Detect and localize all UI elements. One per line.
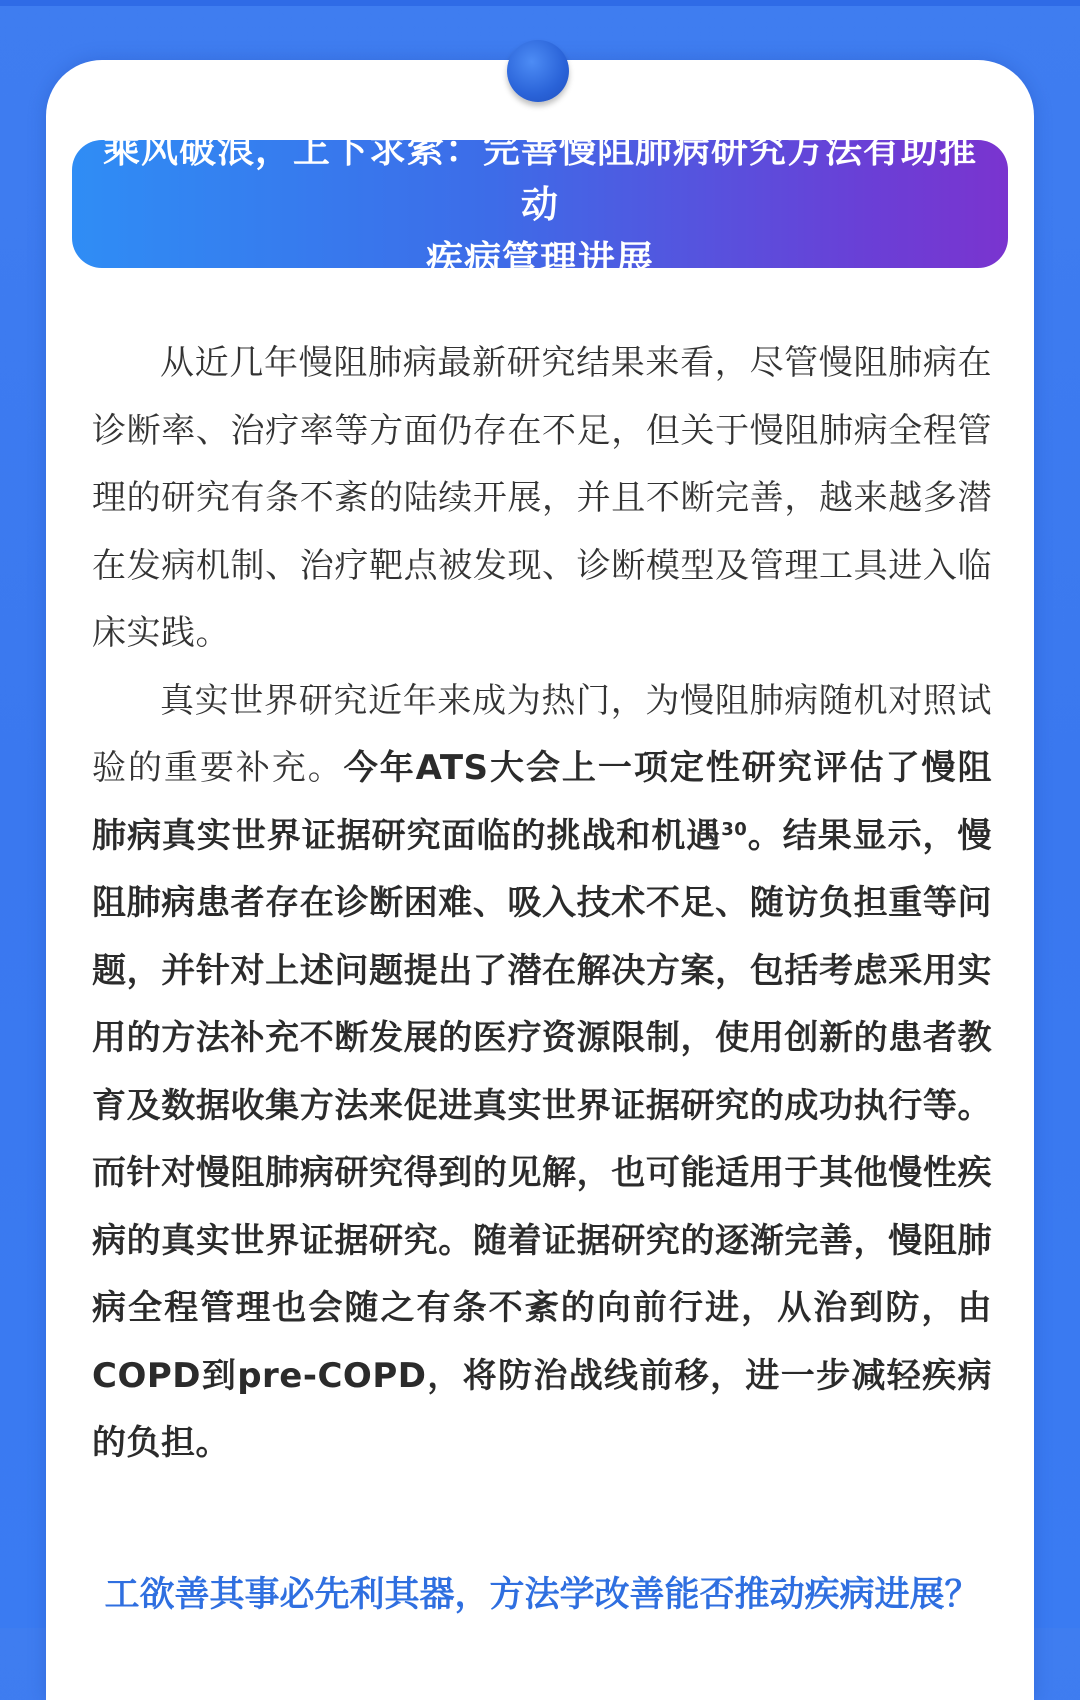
- section-heading: 工欲善其事必先利其器，方法学改善能否推动疾病进展？: [104, 1575, 980, 1615]
- article-body: [92, 330, 992, 1478]
- paragraph-2-intro: 真实世界研究近年来成为热门，为慢阻肺病随机对照试验的重要补充。: [92, 680, 992, 788]
- paragraph-1: 从近几年慢阻肺病最新研究结果来看，尽管慢阻肺病在诊断率、治疗率等方面仍存在不足，但关于慢阻肺病全程管理的研究有条不紊的陆续开展，并且不断完善，越来越多潜在发病机制、治疗靶点被发现、诊断模型及管理工具进入临床实践。: [92, 343, 992, 653]
- pin-icon: [507, 40, 569, 102]
- paragraph-2-highlight: [92, 748, 992, 1463]
- title-line-1: 乘风破浪，上下求索：完善慢阻肺病研究方法有助推动: [103, 127, 977, 226]
- top-edge: [0, 0, 1080, 6]
- highlight-part-1: 今年ATS大会上一项定性研究评估了慢阻肺病真实世界证据研究面临的挑战和机遇: [92, 748, 993, 856]
- title-line-2: 疾病管理进展: [426, 237, 654, 281]
- reference-number: 30: [721, 818, 748, 840]
- title-banner: [72, 127, 1008, 281]
- paragraph-2: [92, 668, 992, 1478]
- article-title: [96, 122, 984, 287]
- highlight-part-2: 。结果显示，慢阻肺病患者存在诊断困难、吸入技术不足、随访负担重等问题，并针对上述问题提出了潜在解决方案，包括考虑采用实用的方法补充不断发展的医疗资源限制，使用创新的患者教育及数据收集方法来促进真实世界证据研究的成功执行等。而针对慢阻肺病研究得到的见解，也可能适用于其他慢性疾病的真实世界证据研究。随着证据研究的逐渐完善，慢阻肺病全程管理也会随之有条不紊的向前行进，从治到防，由COPD到pre-COPD，将防治战线前移，进一步减轻疾病的负担。: [92, 815, 992, 1463]
